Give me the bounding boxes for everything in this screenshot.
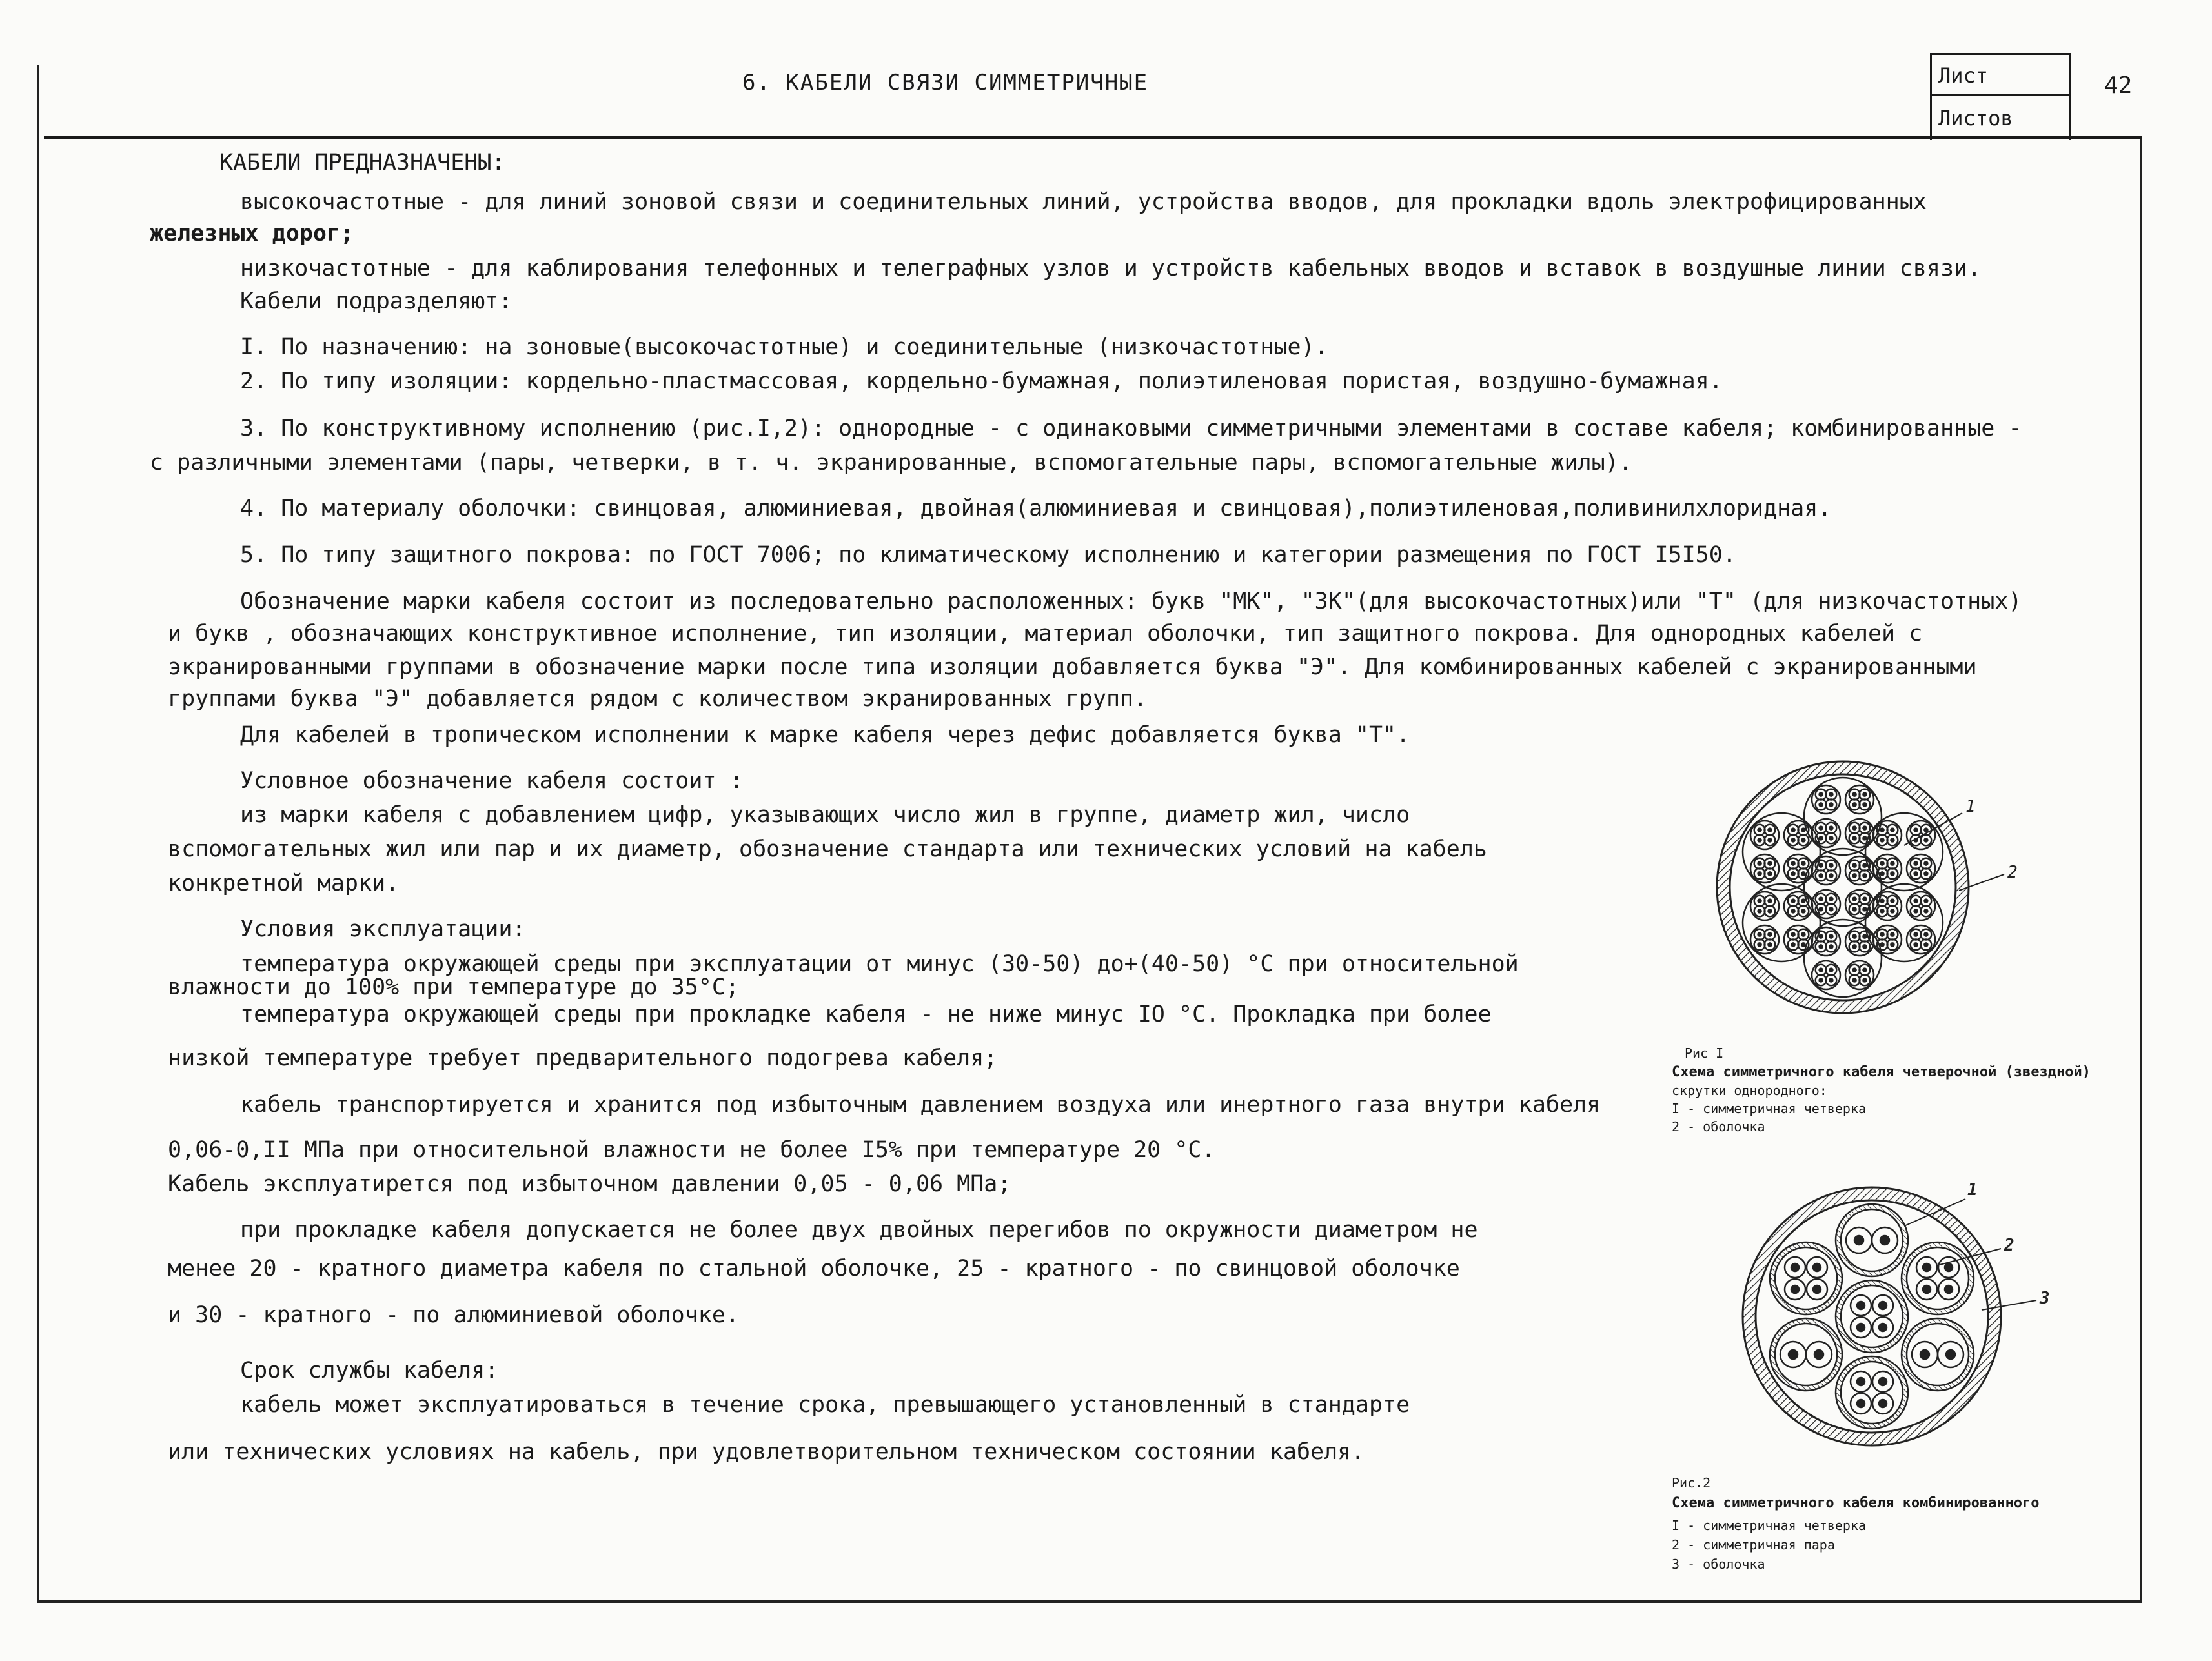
page-frame-left xyxy=(37,65,39,1600)
figure-2-cable-cross-section xyxy=(1710,1174,2124,1471)
callout-2: 2 xyxy=(2004,1236,2014,1255)
symmetric-quad xyxy=(1902,1242,1974,1314)
text-line: влажности до 100% при температуре до 35°С; xyxy=(168,974,740,1000)
figure-1-cable-cross-section xyxy=(1710,742,2124,1039)
text-line: или технических условиях на кабель, при удовлетворительном техническом состоянии кабеля. xyxy=(168,1439,1365,1465)
text-line: низкой температуре требует предварительного подогрева кабеля; xyxy=(168,1045,998,1071)
figure-2-caption: Схема симметричного кабеля комбинированного xyxy=(1672,1495,2040,1511)
text-line: высокочастотные - для линий зоновой связи и соединительных линий, устройства вводов, для прокладки вдоль электрофицированных xyxy=(240,189,1927,215)
text-line: 5. По типу защитного покрова: по ГОСТ 7006; по климатическому исполнению и категории размещения по ГОСТ I5I50. xyxy=(240,542,1736,568)
symmetric-quad xyxy=(1770,1242,1842,1314)
header-rule xyxy=(44,136,2142,139)
text-line: 2. По типу изоляции: кордельно-пластмассовая, кордельно-бумажная, полиэтиленовая пористая, воздушно-бумажная. xyxy=(240,368,1723,394)
sheet-label: Лист xyxy=(1932,55,2069,96)
text-line: Кабели подразделяют: xyxy=(240,288,512,314)
figure-2-legend-2: 2 - симметричная пара xyxy=(1672,1537,1835,1553)
text-line: при прокладке кабеля допускается не более двух двойных перегибов по окружности диаметром не xyxy=(240,1217,1478,1243)
text-line: кабель транспортируется и хранится под избыточным давлением воздуха или инертного газа внутри кабеля xyxy=(240,1092,1601,1118)
figure-2-legend-1: I - симметричная четверка xyxy=(1672,1518,1867,1533)
figure-1-caption: Схема симметричного кабеля четверочной (звездной) xyxy=(1672,1064,2091,1080)
symmetric-quad xyxy=(1836,1356,1908,1429)
title-block xyxy=(1930,53,2071,140)
text-line: с различными элементами (пары, четверки, в т. ч. экранированные, вспомогательные пары, вспомогательные жилы). xyxy=(150,450,1632,476)
figure-2-legend-3: 3 - оболочка xyxy=(1672,1556,1765,1572)
text-line: и букв , обозначающих конструктивное исполнение, тип изоляции, материал оболочки, тип защитного покрова. Для однородных кабелей с xyxy=(168,621,1923,647)
text-line: Для кабелей в тропическом исполнении к марке кабеля через дефис добавляется буква "Т". xyxy=(240,722,1410,748)
text-line: КАБЕЛИ ПРЕДНАЗНАЧЕНЫ: xyxy=(219,150,505,176)
text-line: I. По назначению: на зоновые(высокочастотные) и соединительные (низкочастотные). xyxy=(240,334,1328,360)
callout-3: 3 xyxy=(2040,1289,2050,1308)
text-line: температура окружающей среды при прокладке кабеля - не ниже минус IO °С. Прокладка при более xyxy=(240,1002,1492,1027)
section-title: 6. КАБЕЛИ СВЯЗИ СИММЕТРИЧНЫЕ xyxy=(742,70,1149,96)
text-line: конкретной марки. xyxy=(168,871,400,896)
figure-1-number: Рис I xyxy=(1685,1045,1724,1061)
text-line: 3. По конструктивному исполнению (рис.I,2): однородные - с одинаковыми симметричными элементами в составе кабеля; комбинированные - xyxy=(240,416,2022,441)
text-line: и 30 - кратного - по алюминиевой оболочке. xyxy=(168,1302,740,1328)
figure-1-legend-1: I - симметричная четверка xyxy=(1672,1101,1867,1116)
text-line: экранированными группами в обозначение марки после типа изоляции добавляется буква "Э". Для комбинированных кабелей с экранированными xyxy=(168,654,1977,680)
text-line: 0,06-0,II МПа при относительной влажности не более I5% при температуре 20 °С. xyxy=(168,1137,1215,1163)
page-number: 42 xyxy=(2104,72,2133,99)
page-frame-right xyxy=(2140,136,2142,1600)
text-line: из марки кабеля с добавлением цифр, указывающих число жил в группе, диаметр жил, число xyxy=(240,802,1410,828)
text-line: Условное обозначение кабеля состоит : xyxy=(240,768,744,794)
figure-1-legend-2: 2 - оболочка xyxy=(1672,1119,1765,1134)
symmetric-pair xyxy=(1770,1318,1842,1391)
text-line: менее 20 - кратного диаметра кабеля по стальной оболочке, 25 - кратного - по свинцовой оболочке xyxy=(168,1256,1460,1282)
text-line: кабель может эксплуатироваться в течение срока, превышающего установленный в стандарте xyxy=(240,1392,1410,1418)
text-line: 4. По материалу оболочки: свинцовая, алюминиевая, двойная(алюминиевая и свинцовая),полиэтиленовая,поливинилхлоридная. xyxy=(240,496,1832,521)
text-line: низкочастотные - для каблирования телефонных и телеграфных узлов и устройств кабельных вводов и вставок в воздушные линии связи. xyxy=(240,256,1982,281)
text-line: железных дорог; xyxy=(150,221,354,247)
text-line: Условия эксплуатации: xyxy=(240,916,526,942)
callout-2: 2 xyxy=(2007,863,2018,882)
symmetric-quad xyxy=(1836,1280,1908,1353)
text-line: Обозначение марки кабеля состоит из последовательно расположенных: букв "МК", "ЗК"(для высокочастотных)или "Т" (для низкочастотных) xyxy=(240,589,2022,614)
sheets-label: Листов xyxy=(1938,106,2013,130)
text-line: Срок службы кабеля: xyxy=(240,1358,499,1384)
page-frame-bottom xyxy=(37,1600,2142,1603)
figure-1-caption-cont: скрутки однородного: xyxy=(1672,1083,1827,1098)
callout-1: 1 xyxy=(1967,1180,1978,1200)
symmetric-pair xyxy=(1902,1318,1974,1391)
text-line: вспомогательных жил или пар и их диаметр, обозначение стандарта или технических условий на кабель xyxy=(168,836,1487,862)
symmetric-pair xyxy=(1836,1204,1908,1276)
text-line: Кабель эксплуатирется под избыточном давлении 0,05 - 0,06 МПа; xyxy=(168,1171,1011,1197)
text-line: температура окружающей среды при эксплуатации от минус (30-50) до+(40-50) °С при относительной xyxy=(240,951,1519,977)
text-line: группами буква "Э" добавляется рядом с количеством экранированных групп. xyxy=(168,686,1148,712)
callout-1: 1 xyxy=(1965,797,1976,816)
figure-2-number: Рис.2 xyxy=(1672,1475,1711,1491)
